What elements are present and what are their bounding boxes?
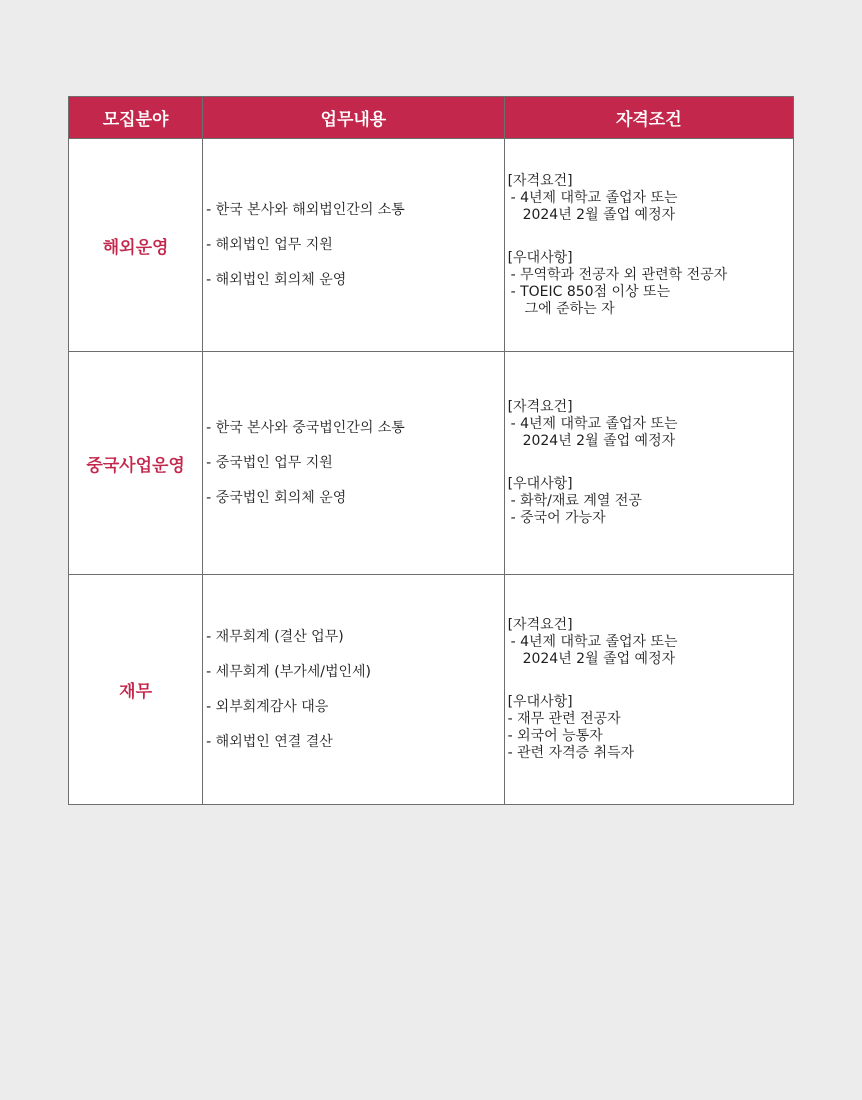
requirements-heading: [자격요건] [507,617,573,633]
duty-item: - 재무회계 (결산 업무) [206,629,344,645]
requirement-line: 2024년 2월 졸업 예정자 [522,206,676,223]
duty-item: - 한국 본사와 중국법인간의 소통 [206,420,405,436]
duty-item: - 해외법인 회의체 운영 [206,272,347,288]
preference-line: - 무역학과 전공자 외 관련학 전공자 [510,266,728,283]
qualification-block [504,575,793,805]
preference-line: - 관련 자격증 취득자 [507,745,635,761]
duty-item: - 외부회계감사 대응 [206,699,329,715]
table-row [69,575,794,805]
preferences-heading: [우대사항] [507,476,573,492]
field-name: 해외운영 [69,139,203,352]
preference-line: - 중국어 가능자 [510,510,606,526]
field-name: 중국사업운영 [69,352,203,575]
qualification-block [504,139,793,352]
table-row [69,352,794,575]
duty-item: - 한국 본사와 해외법인간의 소통 [206,202,405,218]
table-header-row [69,97,794,139]
recruitment-table [68,96,794,805]
duty-item: - 세무회계 (부가세/법인세) [206,664,372,680]
header-duties: 업무내용 [203,97,504,139]
requirement-line: - 4년제 대학교 졸업자 또는 [510,189,678,206]
requirement-line: - 4년제 대학교 졸업자 또는 [510,634,678,650]
duty-item: - 해외법인 업무 지원 [206,237,333,253]
preference-line: - 화학/재료 계열 전공 [510,493,642,509]
preferences-heading: [우대사항] [507,249,573,266]
requirements-heading: [자격요건] [507,399,573,415]
duty-item: - 중국법인 업무 지원 [206,455,333,471]
requirement-line: 2024년 2월 졸업 예정자 [522,433,676,449]
preference-line: - 재무 관련 전공자 [507,711,621,727]
field-name: 재무 [69,575,203,805]
requirements-heading: [자격요건] [507,172,573,189]
preference-line: - 외국어 능통자 [507,728,603,744]
duty-item: - 중국법인 회의체 운영 [206,490,347,506]
qualification-block [504,352,793,575]
duty-item: - 해외법인 연결 결산 [206,734,333,750]
requirement-line: - 4년제 대학교 졸업자 또는 [510,416,678,432]
preference-line: - TOEIC 850점 이상 또는 [510,283,671,300]
header-qualifications: 자격조건 [504,97,793,139]
duty-list [203,352,504,575]
preferences-heading: [우대사항] [507,694,573,710]
table-row [69,139,794,352]
duty-list [203,139,504,352]
header-field: 모집분야 [69,97,203,139]
preference-line: 그에 준하는 자 [524,300,615,317]
duty-list [203,575,504,805]
requirement-line: 2024년 2월 졸업 예정자 [522,651,676,667]
